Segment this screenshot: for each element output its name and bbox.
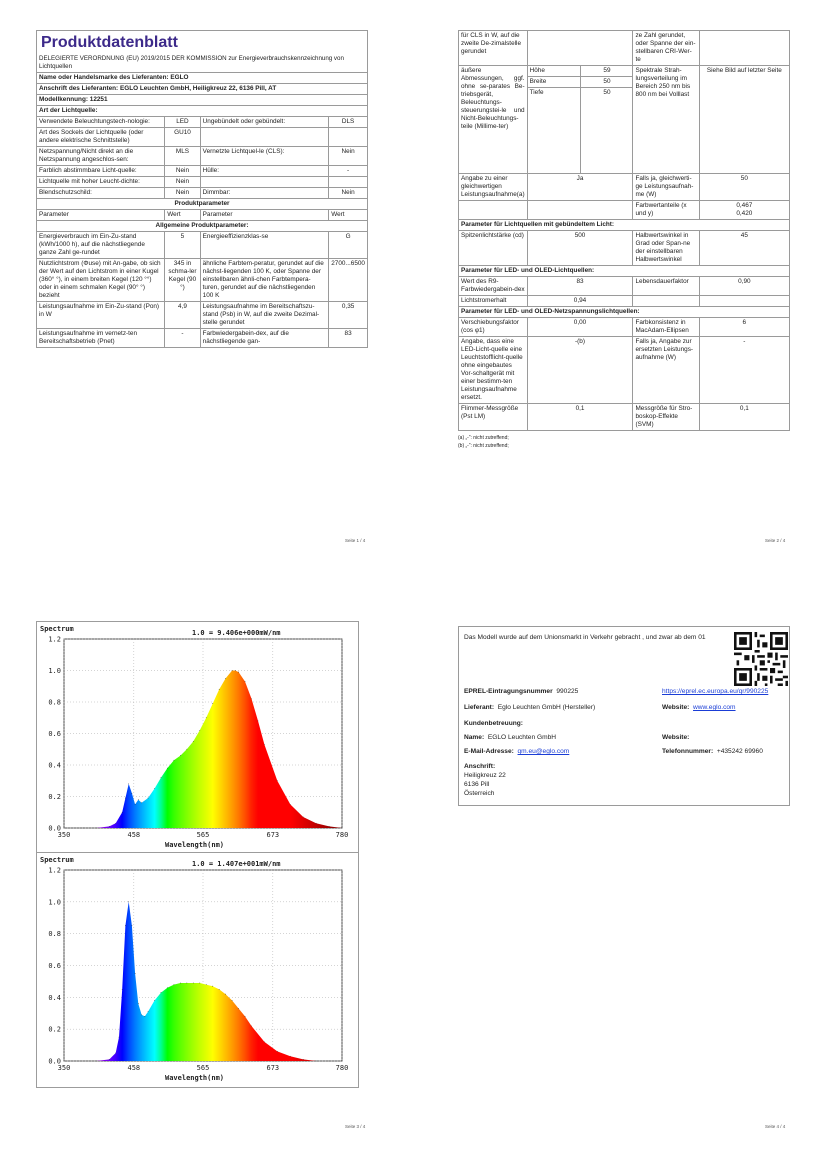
data-point [199,730,200,731]
data-point [316,1061,317,1062]
eprel-link[interactable]: https://eprel.ec.europa.eu/qr/990225 [662,688,769,695]
data-point [167,987,168,988]
section-header [459,220,790,231]
table-cell [200,128,329,147]
table-cell: 45 [699,231,789,266]
data-point [135,973,136,974]
data-point [245,681,246,682]
table-cell [459,201,528,220]
data-point [186,749,187,750]
table-cell: LED [165,117,200,128]
anschrift-line: Heiligkreuz 22 [464,772,506,779]
y-tick-label: 0.4 [48,761,61,770]
table-cell: 345 in schma-ler Kegel (90 °) [165,259,200,302]
y-tick-label: 0.6 [48,962,61,970]
table-cell [200,177,329,188]
dim-value: 59 [581,66,633,77]
table-cell: Messgröße für Stro-boskop-Effekte (SVM) [633,404,699,431]
y-tick-label: 0.8 [48,930,61,939]
x-tick-label: 565 [196,831,210,839]
table-cell: 6 [699,318,789,337]
table-cell: 0,467 0,420 [699,201,789,220]
data-point [232,1000,233,1001]
table-cell: Parameter für Lichtquellen mit gebündeltem Licht: [459,220,790,231]
table-cell: 500 [527,231,633,266]
table-cell: G [329,232,368,259]
data-point [161,777,162,778]
table-row [459,296,790,307]
data-point [180,983,181,984]
x-tick-label: 350 [57,1064,71,1072]
table-cell: Parameter für LED- und OLED-Lichtquellen: [459,266,790,277]
table-row [459,277,790,296]
data-point [264,744,265,745]
table-cell: Farbkonsistenz in MacAdam-Ellipsen [633,318,699,337]
data-point [83,828,84,829]
tel-value: +435242 69960 [716,748,763,755]
table-cell: Farblich abstimmbare Licht-quelle: [37,166,165,177]
data-point [174,760,175,761]
dim-label: Breite [527,77,581,88]
table-row [37,177,368,188]
dim-value: 50 [581,77,633,88]
table-row [37,329,368,348]
spectrum-plot [37,853,358,1087]
y-tick-label: 0.0 [48,1057,61,1066]
data-point [219,689,220,690]
data-point [193,741,194,742]
chart-label: Spectrum [40,856,74,864]
data-point [125,925,126,926]
page-number: Seite 4 / 4 [765,1124,786,1129]
table-cell: Nein [329,147,368,166]
table-cell: Lichtquelle mit hoher Leucht-dichte: [37,177,165,188]
name-value: EGLO Leuchten GmbH [487,734,556,741]
table-cell: 4,9 [165,302,200,329]
table-cell: Nein [165,188,200,199]
data-point [245,1016,246,1017]
table-cell: Lichtstromerhalt [459,296,528,307]
website-label: Website: [662,704,690,711]
chart-scale: 1.0 = 9.406e+000mW/nm [192,629,281,637]
y-tick-label: 1.0 [48,898,61,907]
table-cell: Wert des R9-Farbwiedergabein-dex [459,277,528,296]
table-cell: 0,1 [699,404,789,431]
data-point [199,983,200,984]
model-id: Modellkennung: 12251 [37,95,368,106]
table-row [37,302,368,329]
website-link[interactable]: www.eglo.com [693,704,736,711]
table-cell: Leistungsaufnahme im vernetz-ten Bereitschaftsbetrieb (Pnet) [37,329,165,348]
table-cell [527,201,633,220]
data-point [225,994,226,995]
table-cell: 83 [527,277,633,296]
table-cell: Nein [165,177,200,188]
table-cell: -(b) [527,337,633,404]
data-point [225,678,226,679]
data-point [167,768,168,769]
page-1 [36,30,368,348]
spectral-value: Siehe Bild auf letzter Seite [699,66,789,174]
data-point [131,793,132,794]
page-number: Seite 3 / 4 [345,1124,366,1129]
chart-label: Spectrum [40,625,74,633]
col-header: Parameter [37,210,165,221]
dims-label: äußere Abmessungen, ggf. ohne se-parates Be-triebsgerät, Beleuchtungs-steuerungstei-le und Nicht-Beleuchtungs-teile (Millime-ter) [459,66,528,174]
anschrift-label: Anschrift: [464,763,496,770]
table-cell: Verschiebungsfaktor (cos φ1) [459,318,528,337]
data-point [64,828,65,829]
table-cell: Angabe, dass eine LED-Licht-quelle eine Leuchtstofflicht-quelle ohne eingebautes Vor-schaltgerät mit einer bestimm-ten Leistungsaufnahme ersetzt. [459,337,528,404]
table-cell: Leistungsaufnahme im Ein-Zu-stand (Pon) in W [37,302,165,329]
data-point [303,1059,304,1060]
table-cell [699,31,789,66]
data-point [277,780,278,781]
data-point [219,989,220,990]
kunden-label: Kundenbetreuung: [464,720,523,727]
table-row [37,147,368,166]
x-tick-label: 458 [127,1064,141,1072]
y-tick-label: 0.8 [48,698,61,707]
table-cell [329,128,368,147]
data-point [128,901,129,902]
data-point [186,983,187,984]
data-point [138,1003,139,1004]
data-point [119,1037,120,1038]
eprel-value: 990225 [556,688,579,695]
table-cell: Parameter für LED- und OLED-Netzspannungslichtquellen: [459,307,790,318]
table-cell: Art des Sockels der Lichtquelle (oder andere elektrische Schnittstelle) [37,128,165,147]
table-row [459,404,790,431]
data-point [144,1016,145,1017]
x-tick-label: 673 [266,1064,280,1072]
table-row [37,259,368,302]
footnote-a: (a) „-“: nicht zutreffend; [458,435,509,441]
anschrift-line: 6136 Pill [464,781,490,788]
page-title: Produktdatenblatt [41,34,178,51]
table-row [37,117,368,128]
tel-label: Telefonnummer: [662,748,714,755]
data-point [122,989,123,990]
data-point [96,1061,97,1062]
data-point [154,788,155,789]
table-cell: Energieeffizienzklas-se [200,232,329,259]
supplier-name: Name oder Handelsmarke des Lieferanten: EGLO [37,73,368,84]
data-point [193,983,194,984]
chart-scale: 1.0 = 1.407e+001mW/nm [192,860,281,868]
data-point [303,817,304,818]
datasheet-table-2 [458,30,790,431]
table-cell: - [699,337,789,404]
produktparameter-header: Produktparameter [37,199,368,210]
table-cell: DLS [329,117,368,128]
type-header: Art der Lichtquelle: [37,106,368,117]
table-cell: Angabe zu einer gleichwertigen Leistungsaufnahme(a) [459,174,528,201]
allgemeine-header: Allgemeine Produktparameter: [37,221,368,232]
x-tick-label: 780 [335,831,349,839]
table-cell: ze Zahl gerundet, oder Spanne der ein-stellbaren CRI-Wer-te [633,31,699,66]
page-2 [458,30,790,450]
col-header: Parameter [200,210,329,221]
data-point [290,1056,291,1057]
data-point [180,755,181,756]
table-row [459,337,790,404]
y-tick-label: 0.6 [48,730,61,738]
table-cell: Ja [527,174,633,201]
table-cell: Farbwertanteile (x und y) [633,201,699,220]
table-cell: Lebensdauerfaktor [633,277,699,296]
dim-label: Tiefe [527,88,581,174]
table-cell: 50 [699,174,789,201]
data-point [135,804,136,805]
table-row [459,174,790,201]
y-tick-label: 0.0 [48,824,61,833]
table-cell: Nein [165,166,200,177]
data-point [138,799,139,800]
table-cell [527,31,633,66]
table-cell: für CLS in W, auf die zweite De-zimalstelle gerundet [459,31,528,66]
dim-value: 50 [581,88,633,174]
table-cell: Nutzlichtstrom (Φuse) mit An-gabe, ob sich der Wert auf den Lichtstrom in einer Kugel (360° °), in einem breiten Kegel (120 °°) oder in einem schmalen Kegel (90° °) bezieht [37,259,165,302]
data-point [154,1000,155,1001]
table-cell: 2700...6500 [329,259,368,302]
data-point [238,1008,239,1009]
data-point [316,823,317,824]
table-cell: - [165,329,200,348]
section-header [459,307,790,318]
data-point [64,1061,65,1062]
page-number: Seite 1 / 4 [345,538,366,543]
data-point [109,1059,110,1060]
data-point [115,1053,116,1054]
table-cell: 0,35 [329,302,368,329]
data-point [161,992,162,993]
data-point [238,672,239,673]
data-point [148,798,149,799]
table-cell [329,177,368,188]
y-tick-label: 1.2 [48,866,61,875]
table-row [459,31,790,66]
table-cell: Vernetzte Lichtquel-le (CLS): [200,147,329,166]
qr-code-icon[interactable] [734,632,788,686]
data-point [206,984,207,985]
spectrum-chart-1 [36,621,359,855]
data-point [212,986,213,987]
data-point [251,1026,252,1027]
market-intro: Das Modell wurde auf dem Unionsmarkt in Verkehr gebracht , und zwar ab dem 01 [464,634,706,641]
dim-label: Höhe [527,66,581,77]
data-point [290,804,291,805]
table-cell: MLS [165,147,200,166]
data-point [122,812,123,813]
table-cell: Spitzenlichtstärke (cd) [459,231,528,266]
table-cell: 0,90 [699,277,789,296]
data-point [206,717,207,718]
data-point [115,823,116,824]
data-point [141,802,142,803]
y-tick-label: 0.4 [48,993,61,1002]
table-cell: Ungebündelt oder gebündelt: [200,117,329,128]
email-link[interactable]: qm.eu@eglo.com [517,748,570,755]
data-point [264,1042,265,1043]
table-row [37,166,368,177]
data-point [148,1011,149,1012]
section-header [459,266,790,277]
y-tick-label: 1.2 [48,635,61,644]
y-tick-label: 0.2 [48,793,61,801]
data-point [342,1061,343,1062]
spectrum-chart-2 [36,852,359,1088]
footnote-b: (b) „-“: nicht zutreffend; [458,443,509,449]
table-cell: Flimmer-Messgröße (Pst LM) [459,404,528,431]
spectrum-plot [37,622,358,854]
table-row [37,232,368,259]
regulation-text: DELEGIERTE VERORDNUNG (EU) 2019/2015 DER KOMMISSION zur Energieverbrauchskennzeichnung von Lichtquellen [39,55,344,70]
data-point [125,798,126,799]
x-tick-label: 458 [127,831,141,839]
data-point [329,1061,330,1062]
table-cell [633,296,699,307]
table-cell [699,296,789,307]
table-cell: 5 [165,232,200,259]
anschrift-line: Österreich [464,790,495,797]
table-cell: 83 [329,329,368,348]
table-cell: ähnliche Farbtem-peratur, gerundet auf die nächst-liegenden 100 K, oder Spanne der einstellbaren ähnli-chen Farbtempera-turen, gerundet auf die nächstliegenden 100 K [200,259,329,302]
table-cell: Hülle: [200,166,329,177]
table-cell: Energieverbrauch im Ein-Zu-stand (kWh/1000 h), auf die nächstliegende ganze Zahl ge-rundet [37,232,165,259]
table-cell: Leistungsaufnahme im Bereitschaftszu-stand (Psb) in W, auf die zweite Dezimal-stelle gerundet [200,302,329,329]
table-row [37,188,368,199]
lieferant-value: Eglo Leuchten GmbH (Hersteller) [497,704,596,711]
x-axis-label: Wavelength(nm) [165,841,225,849]
name-label: Name: [464,734,485,741]
x-tick-label: 673 [266,831,280,839]
table-cell: Nein [329,188,368,199]
table-row [37,128,368,147]
data-point [128,784,129,785]
table-cell: Dimmbar: [200,188,329,199]
page-number: Seite 2 / 4 [765,538,786,543]
eprel-label: EPREL-Eintragungsnummer [464,688,553,695]
table-cell: Halbwertswinkel in Grad oder Span-ne der einstellbaren Halbwertswinkel [633,231,699,266]
table-cell: - [329,166,368,177]
lieferant-label: Lieferant: [464,704,495,711]
website2-label: Website: [662,734,690,741]
data-point [251,698,252,699]
data-point [235,670,236,671]
y-tick-label: 0.2 [48,1025,61,1034]
data-point [258,721,259,722]
table-cell: Falls ja, Angabe zur ersetzten Leistungs-aufnahme (W) [633,337,699,404]
data-point [131,925,132,926]
table-cell: GU10 [165,128,200,147]
data-point [212,703,213,704]
table-cell: 0,00 [527,318,633,337]
datasheet-table-1 [36,30,368,348]
x-tick-label: 350 [57,831,71,839]
spectral-label: Spektrale Strah-lungsverteilung im Bereich 250 nm bis 800 nm bei Volllast [633,66,699,174]
y-tick-label: 1.0 [48,667,61,675]
table-cell: Falls ja, gleichwerti-ge Leistungsaufnah-me (W) [633,174,699,201]
data-point [329,826,330,827]
x-tick-label: 780 [335,1064,349,1072]
x-axis-label: Wavelength(nm) [165,1074,225,1082]
table-cell: Farbwiedergabein-dex, auf die nächstliegende gan- [200,329,329,348]
data-point [109,826,110,827]
x-tick-label: 565 [196,1064,210,1072]
email-label: E-Mail-Adresse: [464,748,514,755]
data-point [342,828,343,829]
table-cell: Blendschutzschild: [37,188,165,199]
table-cell: 0,1 [527,404,633,431]
data-point [232,670,233,671]
data-point [174,984,175,985]
table-cell: Verwendete Beleuchtungstech-nologie: [37,117,165,128]
table-cell: 0,94 [527,296,633,307]
data-point [96,828,97,829]
supplier-address: Anschrift des Lieferanten: EGLO Leuchten GmbH, Heiligkreuz 22, 6136 Pill, AT [37,84,368,95]
table-row [459,201,790,220]
col-header: Wert [329,210,368,221]
table-row [459,318,790,337]
table-row [459,231,790,266]
page-4-info-box [458,626,790,806]
table-cell: Netzspannung/Nicht direkt an die Netzspannung angeschlos-sen: [37,147,165,166]
col-header: Wert [165,210,200,221]
data-point [277,1051,278,1052]
data-point [141,1014,142,1015]
